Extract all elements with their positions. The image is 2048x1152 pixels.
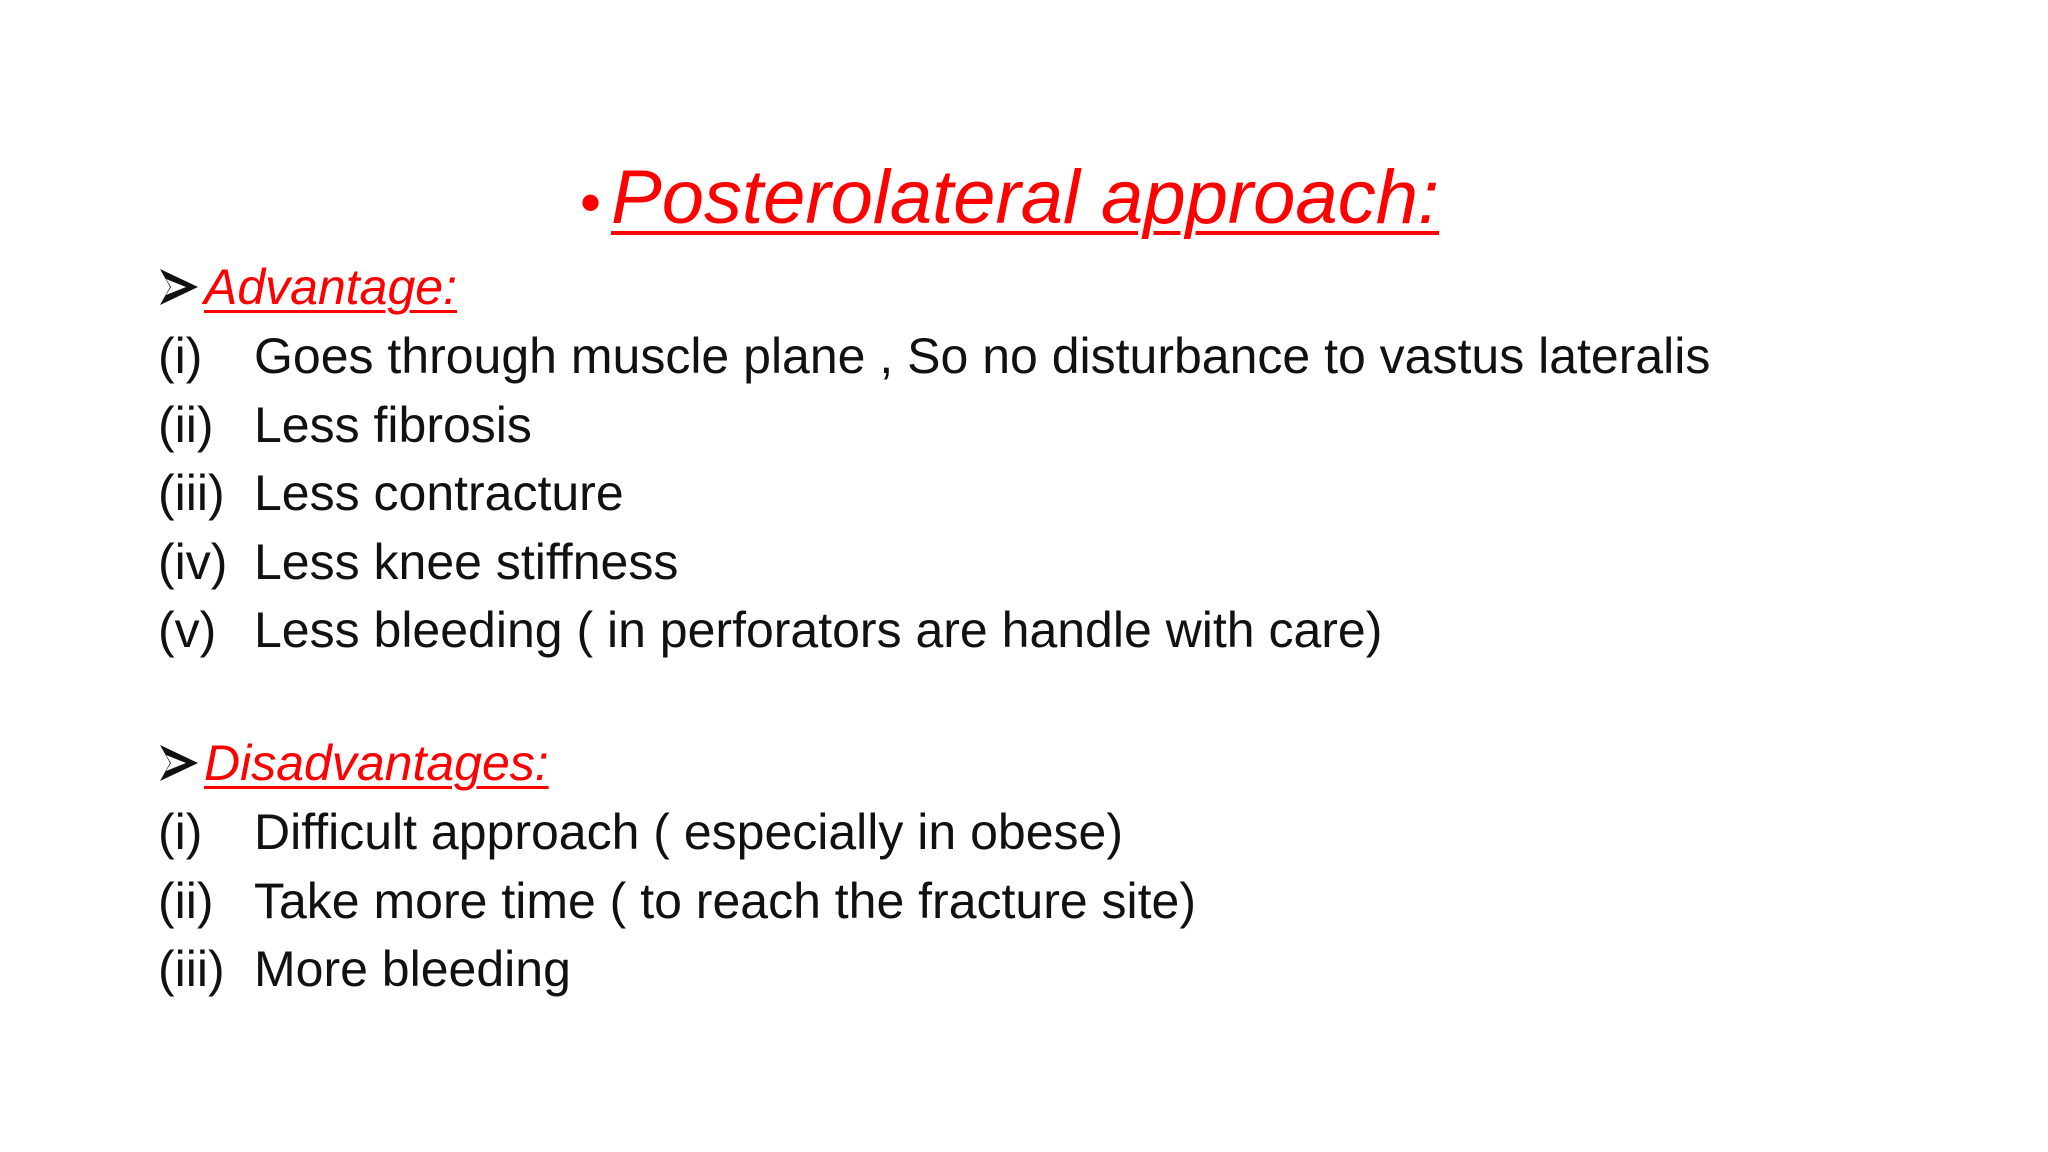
- item-text: Less contracture: [254, 465, 624, 522]
- item-text: Less fibrosis: [254, 396, 532, 453]
- item-number: (iii): [158, 941, 225, 998]
- item-text: Take more time ( to reach the fracture site): [254, 872, 1197, 929]
- item-number: (iii): [158, 465, 225, 522]
- item-number: (i): [158, 804, 203, 861]
- item-number: (v): [158, 602, 217, 659]
- arrow-right-icon: [158, 741, 200, 785]
- list-item: [158, 596, 1710, 665]
- item-number: (i): [158, 328, 203, 385]
- list-item: [158, 528, 1710, 597]
- item-number: (iv): [158, 533, 228, 590]
- advantage-list: [158, 322, 1710, 665]
- list-item: [158, 459, 1710, 528]
- disadvantages-section: [158, 728, 1196, 1004]
- item-text: Difficult approach ( especially in obese): [254, 804, 1123, 861]
- item-number: (ii): [158, 872, 214, 929]
- list-item: [158, 798, 1196, 867]
- disadvantages-heading: [158, 728, 1196, 798]
- item-text: Goes through muscle plane , So no disturbance to vastus lateralis: [254, 328, 1711, 385]
- item-text: Less bleeding ( in perforators are handle with care): [254, 602, 1383, 659]
- advantage-heading: [158, 252, 1710, 322]
- list-item: [158, 867, 1196, 936]
- list-item: [158, 935, 1196, 1004]
- slide-title: [580, 155, 1440, 240]
- title-bullet: •: [580, 169, 602, 236]
- advantage-heading-label: Advantage:: [204, 259, 457, 315]
- title-text: Posterolateral approach:: [611, 155, 1440, 240]
- item-text: Less knee stiffness: [254, 533, 679, 590]
- item-number: (ii): [158, 396, 214, 453]
- list-item: [158, 322, 1710, 391]
- disadvantages-list: [158, 798, 1196, 1004]
- disadvantages-heading-label: Disadvantages:: [204, 735, 549, 791]
- list-item: [158, 391, 1710, 460]
- advantage-section: [158, 252, 1710, 665]
- arrow-right-icon: [158, 265, 200, 309]
- item-text: More bleeding: [254, 941, 571, 998]
